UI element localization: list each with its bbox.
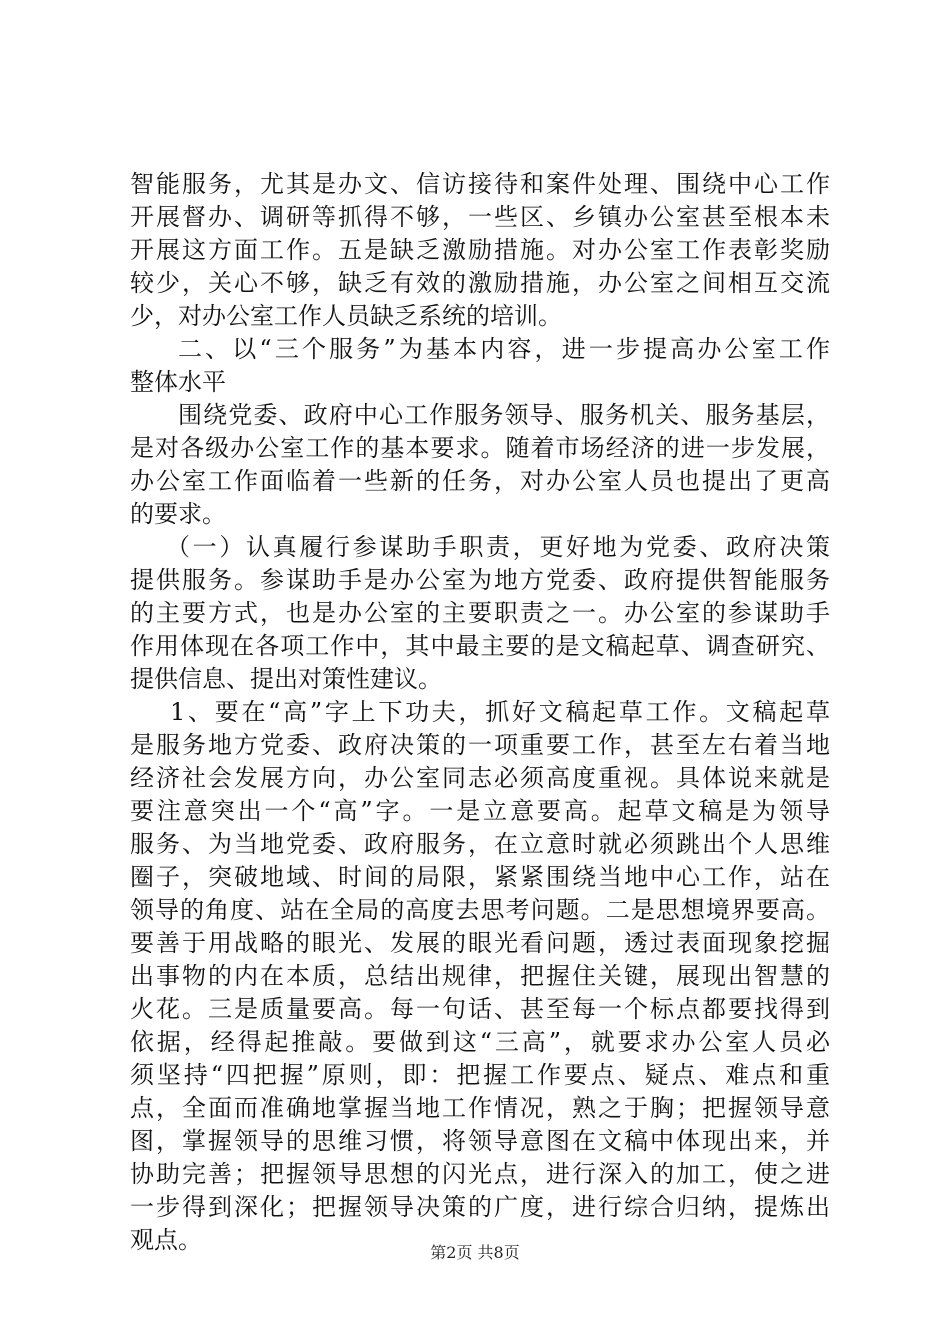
text-line: 须坚持“四把握”原则，即：把握工作要点、疑点、难点和重 <box>130 1061 830 1089</box>
text-line: 是对各级办公室工作的基本要求。随着市场经济的进一步发展， <box>130 434 830 462</box>
text-line: 要善于用战略的眼光、发展的眼光看问题，透过表面现象挖掘 <box>130 929 830 957</box>
text-line: 智能服务，尤其是办文、信访接待和案件处理、围绕中心工作 <box>130 170 830 198</box>
text-line: 开展这方面工作。五是缺乏激励措施。对办公室工作表彰奖励 <box>130 236 830 264</box>
text-line: 一步得到深化；把握领导决策的广度，进行综合归纳，提炼出 <box>130 1193 830 1221</box>
document-body <box>130 168 830 1257</box>
text-line: 火花。三是质量要高。每一句话、甚至每一个标点都要找得到 <box>130 995 830 1023</box>
text-line: 观点。 <box>130 1226 202 1254</box>
text-line: 出事物的内在本质，总结出规律，把握住关键，展现出智慧的 <box>130 962 830 990</box>
text-line: 提供信息、提出对策性建议。 <box>130 665 442 693</box>
text-line: 圈子，突破地域、时间的局限，紧紧围绕当地中心工作，站在 <box>130 863 830 891</box>
item-heading: 1、要在“高”字上下功夫，抓好文稿起草工作。文稿起草 <box>170 698 830 726</box>
text-line: 提供服务。参谋助手是办公室为地方党委、政府提供智能服务 <box>130 566 830 594</box>
text-line: 图，掌握领导的思维习惯，将领导意图在文稿中体现出来，并 <box>130 1127 830 1155</box>
subsection-heading: （一）认真履行参谋助手职责，更好地为党委、政府决策 <box>166 533 830 561</box>
page-number-footer: 第2页 共8页 <box>430 1243 520 1262</box>
text-line: 要注意突出一个“高”字。一是立意要高。起草文稿是为领导 <box>130 797 830 825</box>
text-line: 较少，关心不够，缺乏有效的激励措施，办公室之间相互交流 <box>130 269 830 297</box>
text-line: 点，全面而准确地掌握当地工作情况，熟之于胸；把握领导意 <box>130 1094 830 1122</box>
text-line: 围绕党委、政府中心工作服务领导、服务机关、服务基层， <box>178 401 830 429</box>
text-line: 服务、为当地党委、政府服务，在立意时就必须跳出个人思维 <box>130 830 830 858</box>
text-line: 是服务地方党委、政府决策的一项重要工作，甚至左右着当地 <box>130 731 830 759</box>
text-line: 协助完善；把握领导思想的闪光点，进行深入的加工，使之进 <box>130 1160 830 1188</box>
text-line: 经济社会发展方向，办公室同志必须高度重视。具体说来就是 <box>130 764 830 792</box>
text-line: 依据，经得起推敲。要做到这“三高”，就要求办公室人员必 <box>130 1028 830 1056</box>
text-line: 的主要方式，也是办公室的主要职责之一。办公室的参谋助手 <box>130 599 830 627</box>
section-heading: 整体水平 <box>130 368 226 396</box>
text-line: 办公室工作面临着一些新的任务，对办公室人员也提出了更高 <box>130 467 830 495</box>
section-heading: 二、以“三个服务”为基本内容，进一步提高办公室工作 <box>178 335 830 363</box>
text-line: 作用体现在各项工作中，其中最主要的是文稿起草、调查研究、 <box>130 632 830 660</box>
text-line: 的要求。 <box>130 500 226 528</box>
text-line: 少，对办公室工作人员缺乏系统的培训。 <box>130 302 562 330</box>
text-line: 领导的角度、站在全局的高度去思考问题。二是思想境界要高。 <box>130 896 830 924</box>
text-line: 开展督办、调研等抓得不够，一些区、乡镇办公室甚至根本未 <box>130 203 830 231</box>
